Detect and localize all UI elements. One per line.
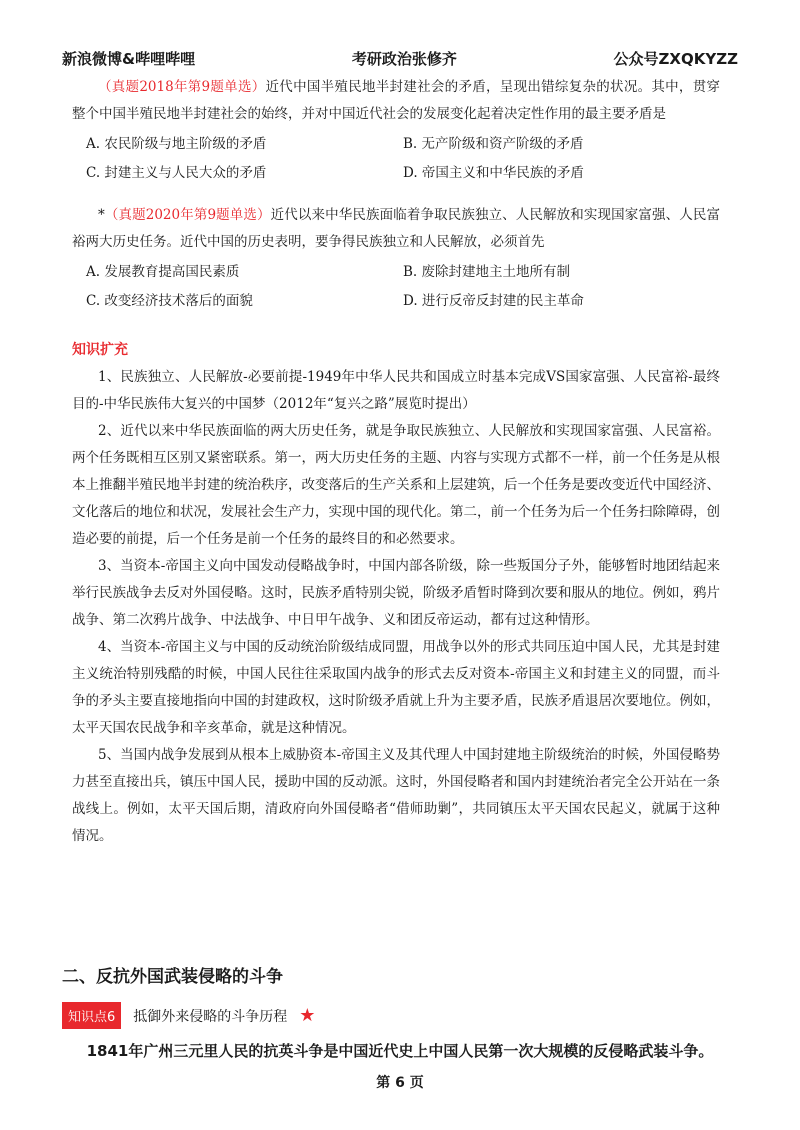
page-number: 第 6 页 — [376, 1075, 424, 1091]
section-heading: 二、反抗外国武装侵略的斗争 — [62, 967, 283, 987]
header-weibo-bilibili: 新浪微博&哔哩哔哩 — [62, 50, 196, 68]
knowledge-para-2: 2、近代以来中华民族面临的两大历史任务，就是争取民族独立、人民解放和实现国家富强、人民富裕。两个任务既相互区别又紧密联系。第一，两大历史任务的主题、内容与实现方式都不一样，前一个任务是从根本上推翻半殖民地半封建的统治秩序，改变落后的生产关系和上层建筑，后一个任务是要改变近代中国经济、文化落后的地位和状况，发展社会生产力，实现中国的现代化。第二，前一个任务为后一个任务扫除障碍，创造必要的前提，后一个任务是前一个任务的最终目的和必然要求。 — [72, 423, 720, 547]
knowledge-para-4: 4、当资本-帝国主义与中国的反动统治阶级结成同盟，用战争以外的形式共同压迫中国人民，尤其是封建主义统治特别残酷的时候，中国人民往往采取国内战争的形式去反对资本-帝国主义和封建主义的同盟，而斗争的矛头主要直接地指向中国的封建政权，这时阶级矛盾就上升为主要矛盾，民族矛盾退居次要地位。例如，太平天国农民战争和辛亥革命，就是这种情况。 — [72, 639, 720, 736]
question-1 — [72, 74, 720, 128]
knowledge-para-3: 3、当资本-帝国主义向中国发动侵略战争时，中国内部各阶级，除一些叛国分子外，能够暂时地团结起来举行民族战争去反对外国侵略。这时，民族矛盾特别尖锐，阶级矛盾暂时降到次要和服从的地位。例如，鸦片战争、第二次鸦片战争、中法战争、中日甲午战争、义和团反帝运动，都有过这种情形。 — [72, 558, 720, 628]
page-body — [72, 74, 720, 850]
question-1-option-a: A. 农民阶级与地主阶级的矛盾 — [86, 136, 267, 152]
question-1-stem: 近代中国半殖民地半封建社会的矛盾，呈现出错综复杂的状况。其中，贯穿整个中国半殖民地半封建社会的始终，并对中国近代社会的发展变化起着决定性作用的最主要矛盾是 — [72, 79, 720, 122]
page-header — [62, 48, 738, 72]
question-2 — [72, 202, 720, 256]
question-1-option-b: B. 无产阶级和资产阶级的矛盾 — [403, 136, 584, 152]
question-1-option-c: C. 封建主义与人民大众的矛盾 — [86, 165, 267, 181]
question-1-tag: （真题2018年第9题单选） — [98, 79, 266, 95]
knowledge-point-row — [62, 1002, 315, 1029]
question-2-tag: （真题2020年第9题单选） — [104, 207, 271, 223]
question-2-option-d: D. 进行反帝反封建的民主革命 — [403, 293, 584, 309]
star-icon: ★ — [299, 1005, 316, 1026]
question-2-options — [72, 258, 720, 316]
header-wechat: 公众号ZXQKYZZ — [613, 50, 738, 68]
header-author: 考研政治张修齐 — [351, 50, 457, 68]
question-2-star: * — [98, 207, 105, 223]
knowledge-point-title: 抵御外来侵略的斗争历程 — [133, 1008, 288, 1025]
knowledge-para-5: 5、当国内战争发展到从根本上威胁资本-帝国主义及其代理人中国封建地主阶级统治的时候，外国侵略势力甚至直接出兵，镇压中国人民，援助中国的反动派。这时，外国侵略者和国内封建统治者完全公开站在一条战线上。例如，太平天国后期，清政府向外国侵略者“借师助剿”，共同镇压太平天国农民起义，就属于这种情况。 — [72, 747, 720, 844]
section-summary: 1841年广州三元里人民的抗英斗争是中国近代史上中国人民第一次大规模的反侵略武装斗争。 — [86, 1042, 714, 1060]
knowledge-para-1: 1、民族独立、人民解放-必要前提-1949年中华人民共和国成立时基本完成VS国家富强、人民富裕-最终目的-中华民族伟大复兴的中国梦（2012年“复兴之路”展览时提出） — [72, 369, 720, 412]
question-1-option-d: D. 帝国主义和中华民族的矛盾 — [403, 165, 584, 181]
knowledge-point-badge: 知识点6 — [62, 1002, 121, 1029]
knowledge-title: 知识扩充 — [72, 342, 128, 358]
question-2-option-b: B. 废除封建地主土地所有制 — [403, 264, 571, 280]
question-1-options — [72, 130, 720, 188]
question-2-option-a: A. 发展教育提高国民素质 — [86, 264, 240, 280]
question-2-stem: 近代以来中华民族面临着争取民族独立、人民解放和实现国家富强、人民富裕两大历史任务。近代中国的历史表明，要争得民族独立和人民解放，必须首先 — [72, 207, 720, 250]
question-2-option-c: C. 改变经济技术落后的面貌 — [86, 293, 253, 309]
